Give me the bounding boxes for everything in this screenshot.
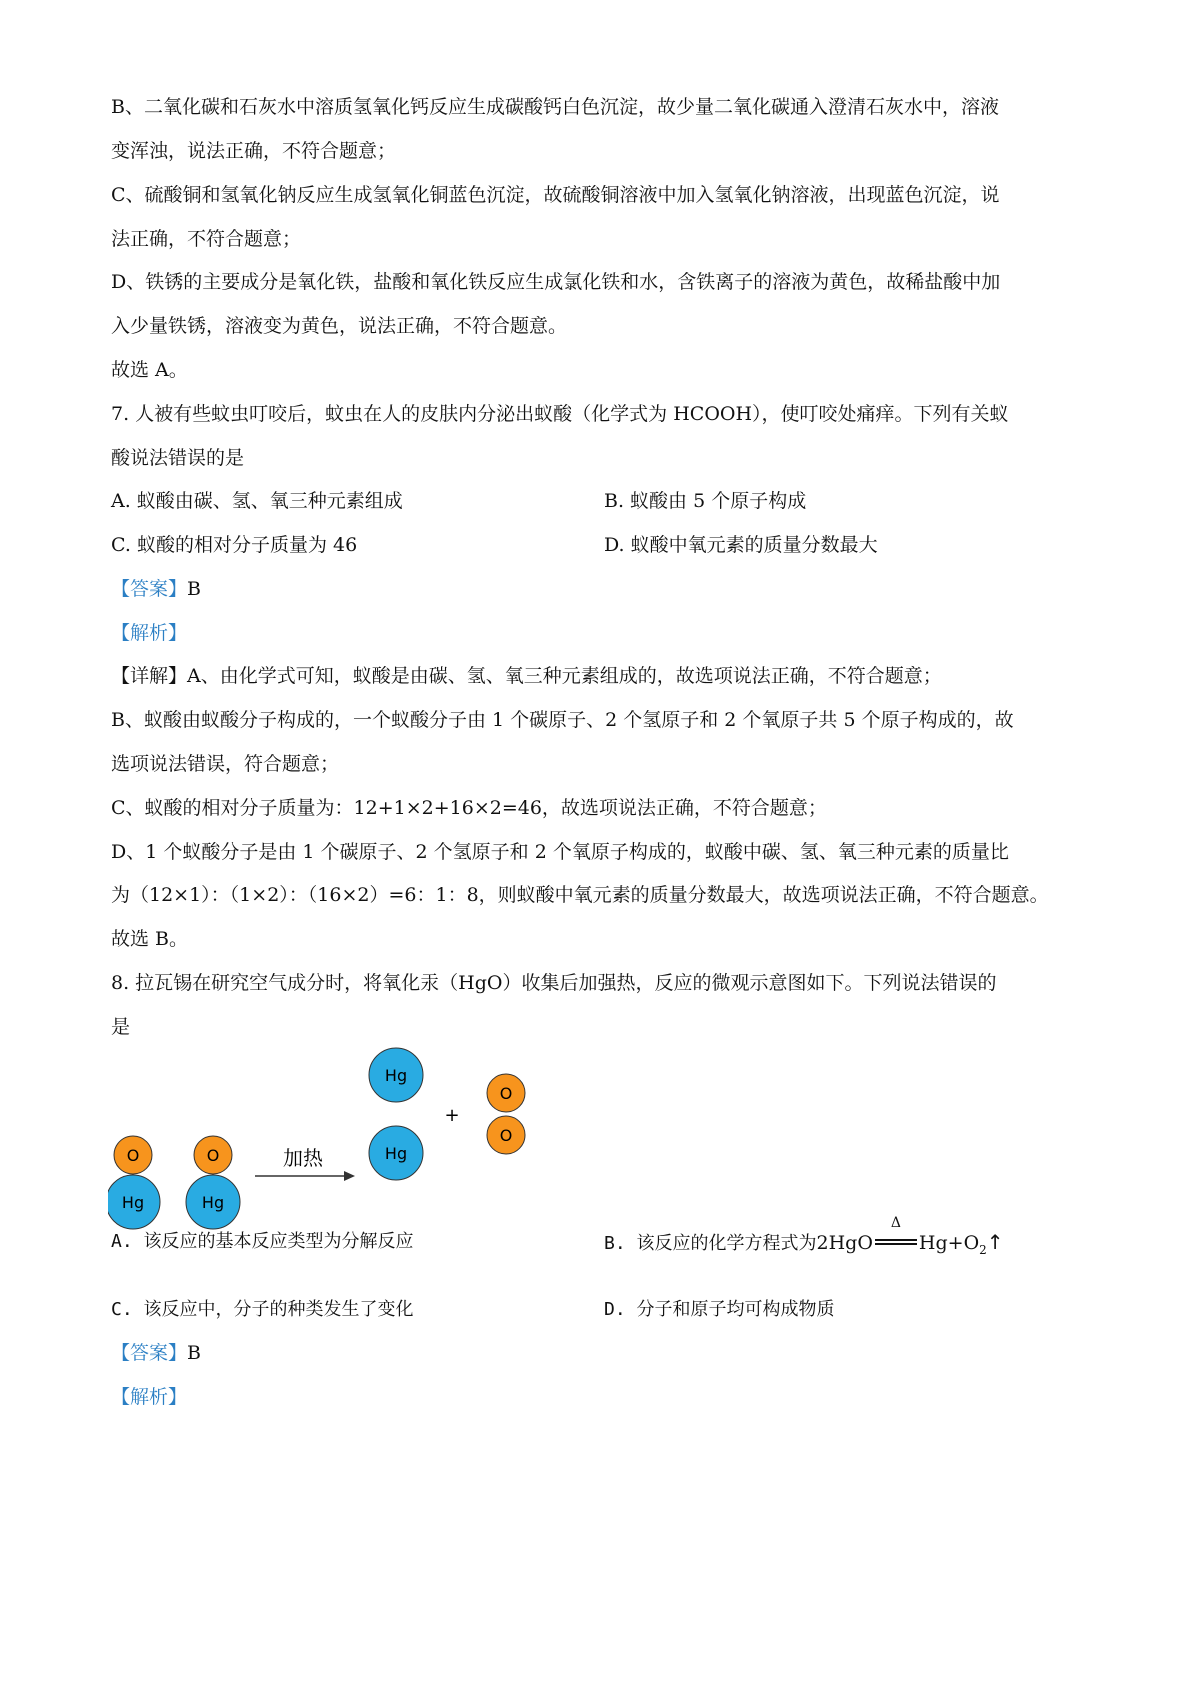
q7-answer (111, 577, 1101, 601)
q7-stem-line2: 酸说法错误的是 (111, 447, 245, 469)
equation-condition: Δ (890, 1215, 901, 1231)
gas-arrow: ↑ (986, 1230, 1004, 1254)
q7-stem-line1: 7. 人被有些蚊虫叮咬后，蚊虫在人的皮肤内分泌出蚁酸（化学式为 HCOOH），使叮咬处痛痒。下列有关蚁 (111, 403, 1009, 425)
oxygen-atom-label: O (126, 1146, 140, 1165)
q8-option-b (604, 1215, 1004, 1262)
text-line: 入少量铁锈，溶液变为黄色，说法正确，不符合题意。 (111, 315, 568, 337)
q7-option-c: C. 蚁酸的相对分子质量为 46 (111, 534, 358, 556)
products-diagram (360, 1045, 560, 1185)
analysis-tag: 【解析】 (111, 622, 188, 644)
q7-detail-line: B、蚁酸由蚁酸分子构成的，一个蚁酸分子由 1 个碳原子、2 个氢原子和 2 个氧原子共 5 个原子构成的，故 (111, 709, 1014, 731)
text-line: B、二氧化碳和石灰水中溶质氢氧化钙反应生成碳酸钙白色沉淀，故少量二氧化碳通入澄清石灰水中，溶液 (111, 96, 999, 118)
q7-detail-line: C、蚁酸的相对分子质量为：12+1×2+16×2=46，故选项说法正确，不符合题意； (111, 797, 827, 819)
text-line: 法正确，不符合题意； (111, 228, 302, 250)
equation-equals (873, 1215, 919, 1254)
detail-text: A、由化学式可知，蚁酸是由碳、氢、氧三种元素组成的，故选项说法正确，不符合题意； (187, 665, 942, 687)
text-line: 变浑浊，说法正确，不符合题意； (111, 140, 397, 162)
answer-tag: 【答案】 (111, 578, 188, 600)
hgo-molecule (186, 1136, 240, 1229)
q8-option-c: C. 该反应中，分子的种类发生了变化 (111, 1299, 414, 1320)
q7-detail-line (111, 664, 1101, 688)
q8-answer (111, 1341, 1101, 1365)
q7-option-d: D. 蚁酸中氧元素的质量分数最大 (604, 534, 878, 556)
answer-tag: 【答案】 (111, 1342, 188, 1364)
q7-option-b: B. 蚁酸由 5 个原子构成 (604, 490, 807, 512)
analysis-tag: 【解析】 (111, 1386, 188, 1408)
mercury-atom-label: Hg (384, 1066, 408, 1085)
arrow-label: 加热 (283, 1146, 323, 1170)
equation-subscript: 2 (979, 1242, 987, 1257)
option-b-prefix: B. 该反应的化学方程式为 (604, 1233, 817, 1254)
q8-stem-line1: 8. 拉瓦锡在研究空气成分时，将氧化汞（HgO）收集后加强热，反应的微观示意图如下。下列说法错误的 (111, 972, 997, 994)
q8-option-d: D. 分子和原子均可构成物质 (604, 1299, 835, 1320)
answer-value: B (187, 1342, 201, 1364)
oxygen-atom-label: O (206, 1146, 220, 1165)
chemical-equation (816, 1215, 1004, 1262)
q7-option-a: A. 蚁酸由碳、氢、氧三种元素组成 (111, 490, 403, 512)
oxygen-atom-label: O (499, 1126, 513, 1145)
q7-detail-line: 故选 B。 (111, 928, 189, 950)
arrow-head (344, 1171, 355, 1181)
hgo-molecule (108, 1136, 160, 1229)
plus-sign: + (444, 1105, 460, 1126)
q7-detail-line: 选项说法错误，符合题意； (111, 753, 340, 775)
q8-stem-line2: 是 (111, 1016, 131, 1038)
q7-analysis (111, 621, 1101, 645)
q7-detail-line: D、1 个蚁酸分子是由 1 个碳原子、2 个氢原子和 2 个氧原子构成的，蚁酸中碳、氢、氧三种元素的质量比 (111, 841, 1009, 863)
text-line: D、铁锈的主要成分是氧化铁，盐酸和氧化铁反应生成氯化铁和水，含铁离子的溶液为黄色，故稀盐酸中加 (111, 271, 1001, 293)
q8-analysis (111, 1385, 1101, 1409)
oxygen-atom-label: O (499, 1084, 513, 1103)
mercury-atom-label: Hg (201, 1193, 225, 1212)
text-line: C、硫酸铜和氢氧化钠反应生成氢氧化铜蓝色沉淀，故硫酸铜溶液中加入氢氧化钠溶液，出现蓝色沉淀，说 (111, 184, 1000, 206)
text-line: 故选 A。 (111, 359, 188, 381)
mercury-atom-label: Hg (121, 1193, 145, 1212)
detail-tag: 【详解】 (111, 665, 188, 687)
answer-value: B (187, 578, 201, 600)
q8-option-a: A. 该反应的基本反应类型为分解反应 (111, 1231, 414, 1252)
equation-left: 2HgO (816, 1232, 873, 1254)
equation-right: Hg+O (918, 1232, 980, 1254)
q7-detail-line: 为（12×1）：（1×2）：（16×2）=6：1：8，则蚁酸中氧元素的质量分数最大，故选项说法正确，不符合题意。 (111, 884, 1049, 906)
mercury-atom-label: Hg (384, 1144, 408, 1163)
